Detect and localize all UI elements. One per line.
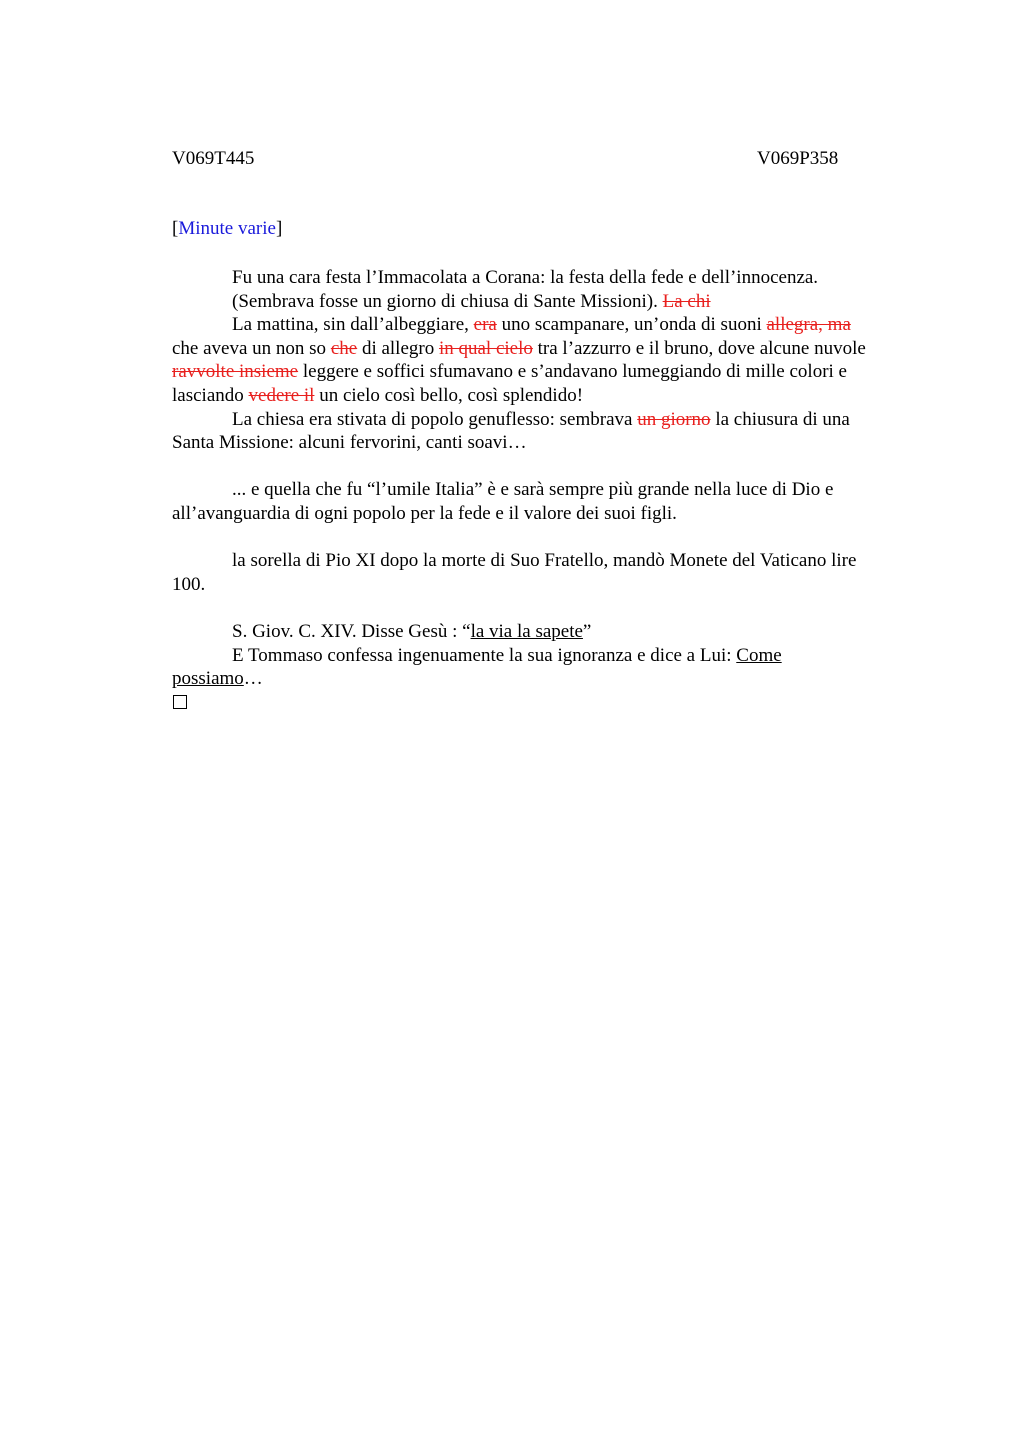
deleted-text: ravvolte insieme [172,361,299,383]
header-right-code: V069P358 [757,148,839,169]
deleted-text: un giorno [637,408,711,430]
paragraph-line: ... e quella che fu “l’umile Italia” è e sarà sempre più grande nella luce di Dio e [232,479,834,501]
paragraph-line [172,337,932,361]
paragraph-line: Santa Missione: alcuni fervorini, canti soavi… [172,432,527,454]
deleted-text: allegra, ma [766,314,851,336]
paragraph-gap [172,455,932,479]
deleted-text: che [330,337,358,359]
text-run: di allegro [361,337,435,359]
deleted-text: vedere il [248,384,315,406]
text-run: lasciando [172,384,244,406]
deleted-text: in qual cielo [438,337,533,359]
paragraph-line [172,360,932,384]
bracket-open: [ [172,218,179,239]
paragraph-gap [172,526,932,550]
text-run: S. Giov. C. XIV. Disse Gesù : “ [232,620,471,642]
text-run: La chiesa era stivata di popolo genuflesso: sembrava [232,408,633,430]
text-run: un cielo così bello, così splendido! [319,384,584,406]
document-body [172,266,932,709]
text-run: uno scampanare, un’onda di suoni [501,314,762,336]
paragraph-line [172,667,932,691]
deleted-text: La chi [662,290,711,312]
text-run: tra l’azzurro e il bruno, dove alcune nuvole [537,337,866,359]
paragraph-line: Fu una cara festa l’Immacolata a Corana: la festa della fede e dell’innocenza. [232,267,819,288]
paragraph-line [172,644,932,668]
paragraph-gap [172,596,932,620]
section-title-text: Minute varie [178,218,276,239]
text-run: … [243,668,263,690]
text-run: (Sembrava fosse un giorno di chiusa di Sante Missioni). [232,290,658,312]
bracket-close: ] [275,218,283,239]
text-run: ” [582,620,592,642]
paragraph-line: all’avanguardia di ogni popolo per la fede e il valore dei suoi figli. [172,502,677,524]
paragraph-line: la sorella di Pio XI dopo la morte di Suo Fratello, mandò Monete del Vaticano lire [232,550,857,572]
text-run: leggere e soffici sfumavano e s’andavano lumeggiando di mille colori e [302,361,847,383]
paragraph-line [172,408,932,432]
paragraph-line [172,620,932,644]
section-title [172,217,282,241]
underlined-text: Come [736,644,782,666]
paragraph-line: 100. [172,573,206,595]
header-left-code: V069T445 [172,148,255,169]
underlined-text: la via la sapete [470,620,583,642]
paragraph-line [172,384,932,408]
underlined-text: possiamo [172,668,244,690]
checkbox-square-icon [173,695,187,709]
text-run: E Tommaso confessa ingenuamente la sua ignoranza e dice a Lui: [232,644,732,666]
paragraph-line [172,313,932,337]
text-run: La mattina, sin dall’albeggiare, [232,314,469,336]
paragraph-line [172,290,932,314]
deleted-text: era [473,314,497,336]
text-run: che aveva un non so [172,337,327,359]
text-run: la chiusura di una [715,408,850,430]
